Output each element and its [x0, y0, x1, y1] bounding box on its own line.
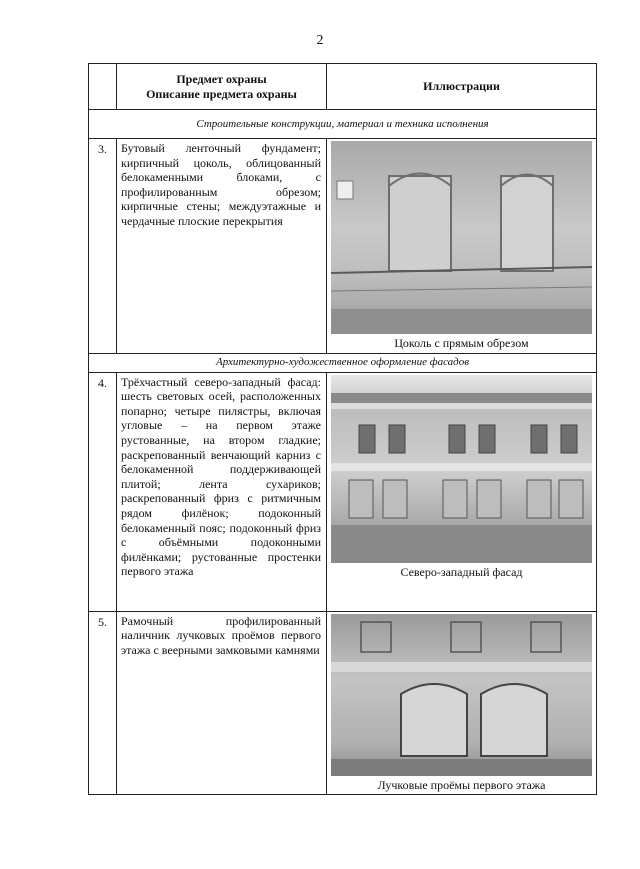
row-illustration: [327, 139, 597, 354]
photo-arched-openings: [331, 614, 592, 776]
row-illustration: [327, 611, 597, 795]
table-header: [89, 64, 597, 110]
header-subject-cell: [117, 64, 327, 110]
header-illustrations-cell: Иллюстрации: [327, 64, 597, 110]
protection-table: [88, 63, 597, 795]
table-row: [89, 139, 597, 354]
photo-caption: Северо-западный фасад: [400, 564, 523, 579]
photo-facade: [331, 375, 592, 563]
row-number: 5.: [89, 611, 117, 795]
row-number: 3.: [89, 139, 117, 354]
photo-caption: Лучковые проёмы первого этажа: [377, 777, 546, 792]
section-title: Строительные конструкции, материал и техника исполнения: [89, 110, 597, 139]
row-illustration: [327, 372, 597, 611]
section-title: Архитектурно-художественное оформление фасадов: [89, 353, 597, 372]
row-description: Бутовый ленточный фундамент; кирпичный цоколь, облицованный белокаменными блоками, с профилированным обрезом; кирпичные стены; междуэтажные и чердачные плоские перекрытия: [117, 139, 327, 354]
header-subject-line2: Описание предмета охраны: [146, 86, 297, 101]
section-row: [89, 110, 597, 139]
table-row: [89, 611, 597, 795]
section-row: [89, 353, 597, 372]
photo-caption: Цоколь с прямым обрезом: [394, 336, 529, 350]
photo-plinth: [331, 141, 592, 334]
page-number: 2: [316, 33, 324, 48]
table-row: [89, 372, 597, 611]
header-subject-line1: Предмет охраны: [176, 71, 267, 86]
header-num-cell: [89, 64, 117, 110]
row-number: 4.: [89, 372, 117, 611]
row-description: Трёхчастный северо-западный фасад: шесть световых осей, расположенных попарно; четыре пилястры, включая угловые – на первом этаже рустованные, на втором гладкие; раскрепованный венчающий карниз с белокаменной поддерживающей плитой; лента сухариков; раскрепованный фриз с ритмичным рядом филёнок; подоконный белокаменный пояс; подоконный фриз с объёмными подоконными филёнками; рустованные простенки первого этажа: [117, 372, 327, 611]
row-description: Рамочный профилированный наличник лучковых проёмов первого этажа с веерными замковыми камнями: [117, 611, 327, 795]
